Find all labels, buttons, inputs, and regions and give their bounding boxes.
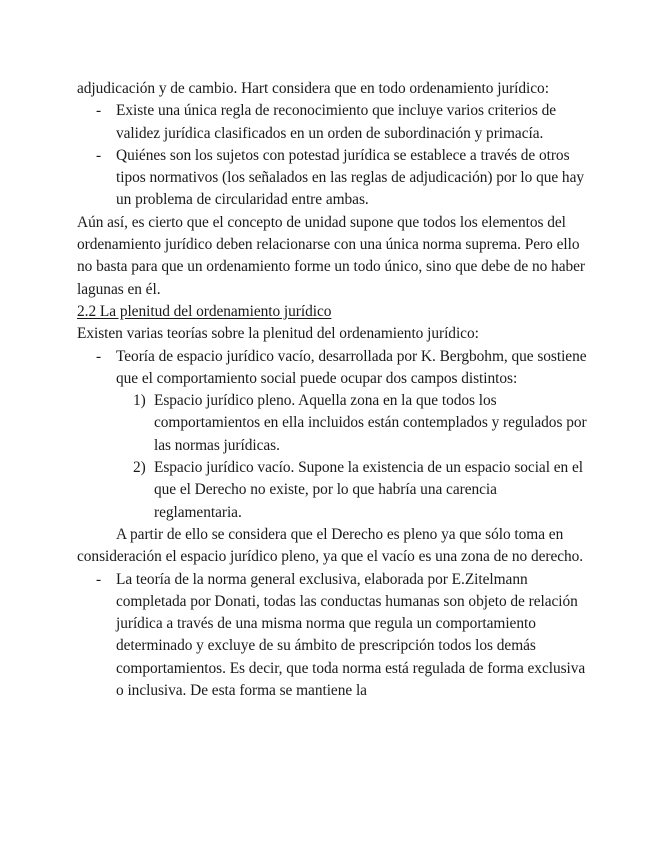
numbered-item: [77, 457, 587, 524]
list-item-text: La teoría de la norma general exclusiva, elaborada por E.Zitelmann completada por Donati, todas las conductas humanas son objeto de relación jurídica a través de una misma norma que regula un comportamiento determinado y excluye de su ámbito de prescripción todos los demás comportamientos. Es decir, que toda norma está regulada de forma exclusiva o inclusiva. De esta forma se mantiene la: [116, 570, 586, 700]
numbered-item-text: Espacio jurídico pleno. Aquella zona en la que todos los comportamientos en ella incluidos están contemplados y regulados por las normas jurídicas.: [154, 392, 587, 454]
bullet-dash: -: [96, 570, 102, 588]
list-item: [77, 346, 587, 391]
unity-paragraph: Aún así, es cierto que el concepto de unidad supone que todos los elementos del ordenamiento jurídico deben relacionarse con una única norma suprema. Pero ello no basta para que un ordenamiento forme un todo único, sino que debe de no haber lagunas en él.: [77, 213, 586, 298]
number-marker: 2): [133, 459, 146, 477]
document-body: [77, 78, 587, 702]
list-item-text: Existe una única regla de reconocimiento que incluye varios criterios de validez jurídica clasificados en un orden de subordinación y primacía.: [116, 102, 556, 142]
list-item: [77, 569, 587, 703]
numbered-item: [77, 390, 587, 457]
bullet-dash: -: [96, 146, 102, 164]
list-item-text: Teoría de espacio jurídico vacío, desarrollada por K. Bergbohm, que sostiene que el comportamiento social puede ocupar dos campos distintos:: [116, 347, 587, 387]
section-heading: 2.2 La plenitud del ordenamiento jurídico: [77, 302, 332, 320]
section-intro: Existen varias teorías sobre la plenitud del ordenamiento jurídico:: [77, 325, 479, 343]
intro-paragraph: adjudicación y de cambio. Hart considera que en todo ordenamiento jurídico:: [77, 80, 549, 97]
conclusion-paragraph: A partir de ello se considera que el Derecho es pleno ya que sólo toma en consideración el espacio jurídico pleno, ya que el vacío es una zona de no derecho.: [77, 525, 584, 566]
list-item-text: Quiénes son los sujetos con potestad jurídica se establece a través de otros tipos normativos (los señalados en las reglas de adjudicación) por lo que hay un problema de circularidad entre ambas.: [116, 146, 585, 209]
list-item: [77, 145, 587, 212]
number-marker: 1): [133, 392, 146, 410]
bullet-dash: -: [96, 102, 102, 120]
numbered-item-text: Espacio jurídico vacío. Supone la existencia de un espacio social en el que el Derecho no existe, por lo que habría una carencia reglamentaria.: [154, 459, 583, 521]
bullet-dash: -: [96, 347, 102, 365]
list-item: [77, 100, 587, 145]
